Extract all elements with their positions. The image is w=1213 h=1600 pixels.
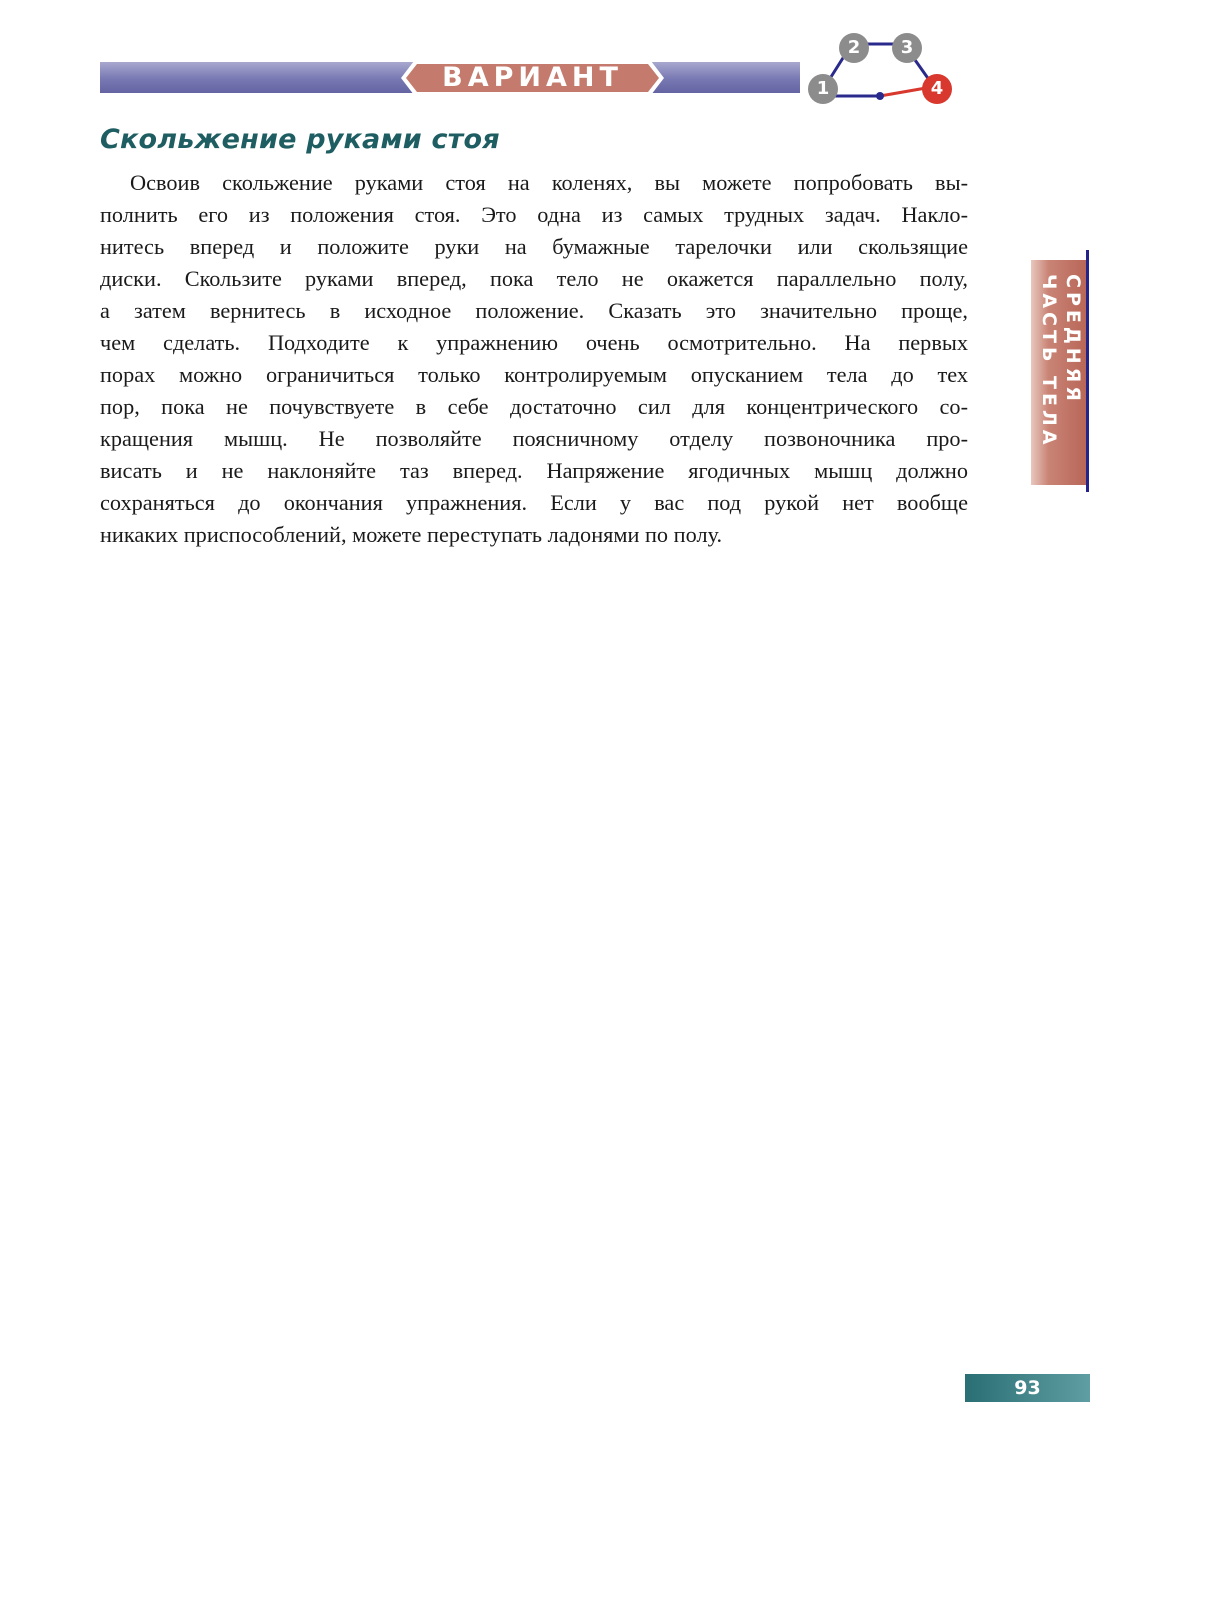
step-3: 3 <box>892 33 922 63</box>
body-paragraph <box>100 167 968 551</box>
page-number: 93 <box>965 1374 1090 1402</box>
step-1: 1 <box>808 74 838 104</box>
step-2: 2 <box>839 33 869 63</box>
step-4-active: 4 <box>922 74 952 104</box>
variant-badge <box>400 60 665 96</box>
side-tab-line-1: СРЕДНЯЯ <box>1062 274 1084 405</box>
body-line: а затем вернитесь в исходное положение. Сказать это значительно проще, <box>100 298 968 323</box>
section-side-tab <box>1023 250 1091 492</box>
side-tab-divider <box>1086 250 1089 492</box>
body-line: висать и не наклоняйте таз вперед. Напряжение ягодичных мышц должно <box>100 458 968 483</box>
section-title: Скольжение руками стоя <box>100 124 500 155</box>
body-line: полнить его из положения стоя. Это одна из самых трудных задач. Накло- <box>100 202 968 227</box>
steps-indicator <box>808 30 968 110</box>
side-tab-line-2: ЧАСТЬ ТЕЛА <box>1038 274 1060 449</box>
body-line: чем сделать. Подходите к упражнению очень осмотрительно. На первых <box>100 330 968 355</box>
side-tab-label <box>1037 274 1085 474</box>
body-line: кращения мышц. Не позволяйте поясничному отделу позвоночника про- <box>100 426 968 451</box>
body-line: пор, пока не почувствуете в себе достаточно сил для концентрического со- <box>100 394 968 419</box>
body-line: нитесь вперед и положите руки на бумажные тарелочки или скользящие <box>100 234 968 259</box>
body-line: диски. Скользите руками вперед, пока тело не окажется параллельно полу, <box>100 266 968 291</box>
body-line: никаких приспособлений, можете переступать ладонями по полу. <box>100 522 723 547</box>
variant-label: ВАРИАНТ <box>442 62 623 93</box>
body-line: сохраняться до окончания упражнения. Если у вас под рукой нет вообще <box>100 490 968 515</box>
body-line: Освоив скольжение руками стоя на коленях, вы можете попробовать вы- <box>130 170 968 195</box>
body-line: порах можно ограничиться только контролируемым опусканием тела до тех <box>100 362 968 387</box>
